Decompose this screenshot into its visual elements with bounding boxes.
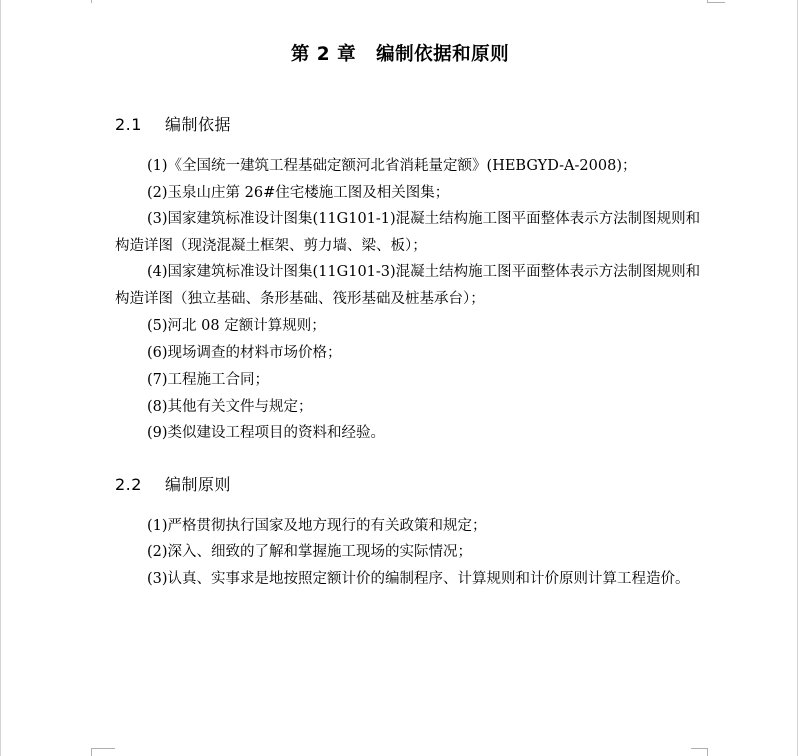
principle-item-1: (1)严格贯彻执行国家及地方现行的有关政策和规定； (147, 518, 487, 534)
crop-mark-bottom-left-h (91, 748, 115, 749)
crop-mark-bottom-left (91, 748, 92, 756)
section-title: 编制原则 (165, 475, 232, 494)
crop-mark-top-right-h (707, 2, 725, 3)
principle-item-2: (2)深入、细致的了解和掌握施工现场的实际情况； (147, 544, 473, 560)
section-number: 2.2 (115, 475, 142, 494)
basis-item-9: (9)类似建设工程项目的资料和经验。 (147, 425, 386, 441)
chapter-name: 编制依据和原则 (376, 44, 510, 65)
section-number: 2.1 (115, 115, 142, 134)
basis-item-2: (2)玉泉山庄第 26#住宅楼施工图及相关图集； (147, 185, 450, 201)
basis-item-8: (8)其他有关文件与规定； (147, 399, 313, 415)
crop-mark-bottom-right (707, 748, 708, 756)
basis-item-7: (7)工程施工合同； (147, 372, 270, 388)
basis-item-6: (6)现场调查的材料市场价格； (147, 345, 342, 361)
chapter-title (1, 40, 798, 66)
section-heading-2-2 (115, 472, 231, 495)
basis-item-5: (5)河北 08 定额计算规则； (147, 318, 326, 334)
basis-item-1: (1)《全国统一建筑工程基础定额河北省消耗量定额》(HEBGYD-A-2008)； (147, 158, 637, 174)
section-heading-2-1 (115, 112, 231, 135)
section-title: 编制依据 (165, 115, 232, 134)
basis-item-4: (4)国家建筑标准设计图集(11G101-3)混凝土结构施工图平面整体表示方法制图规则和构造详图（独立基础、条形基础、筏形基础及桩基承台）； (115, 264, 701, 307)
principle-item-3: (3)认真、实事求是地按照定额计价的编制程序、计算规则和计价原则计算工程造价。 (147, 571, 690, 587)
basis-item-3: (3)国家建筑标准设计图集(11G101-1)混凝土结构施工图平面整体表示方法制图规则和构造详图（现浇混凝土框架、剪力墙、梁、板）； (115, 211, 701, 254)
crop-mark-bottom-right-h (691, 748, 707, 749)
chapter-number: 第 2 章 (290, 44, 357, 65)
crop-mark-top-left (91, 0, 92, 3)
